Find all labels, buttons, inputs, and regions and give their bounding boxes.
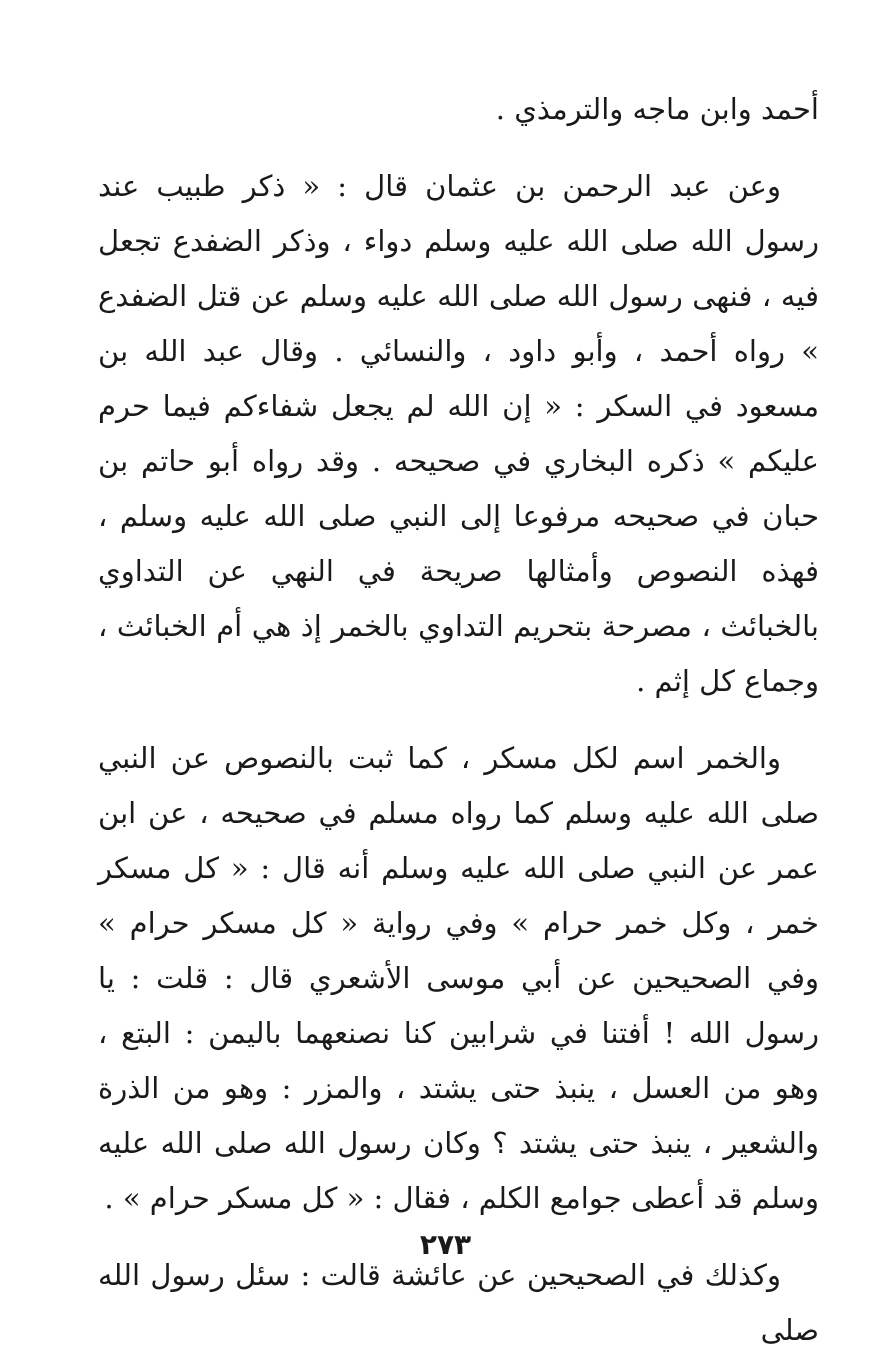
paragraph-khamr-definition: والخمر اسم لكل مسكر ، كما ثبت بالنصوص عن النبي صلى الله عليه وسلم كما رواه مسلم في صحيحه ، عن ابن عمر عن النبي صلى الله عليه وسلم أنه قال : « كل مسكر خمر ، وكل خمر حرام » وفي رواية « كل مسكر حرام » وفي الصحيحين عن أبي موسى الأشعري قال : قلت : يا رسول الله ! أفتنا في شرابين كنا نصنعهما باليمن : البتع ، وهو من العسل ، ينبذ حتى يشتد ، والمزر : وهو من الذرة والشعير ، ينبذ حتى يشتد ؟ وكان رسول الله صلى الله عليه وسلم قد أعطى جوامع الكلم ، فقال : « كل مسكر حرام » . [98,741,819,1215]
paragraph-aisha-hadith: وكذلك في الصحيحين عن عائشة قالت : سئل رسول الله صلى [98,1258,819,1347]
page-number: ٢٧٣ [419,1228,472,1261]
paragraph-continuation: أحمد وابن ماجه والترمذي . [495,92,819,126]
paragraph-frog-hadith: وعن عبد الرحمن بن عثمان قال : « ذكر طبيب عند رسول الله صلى الله عليه وسلم دواء ، وذكر الضفدع تجعل فيه ، فنهى رسول الله صلى الله عليه وسلم عن قتل الضفدع » رواه أحمد ، وأبو داود ، والنسائي . وقال عبد الله بن مسعود في السكر : « إن الله لم يجعل شفاءكم فيما حرم عليكم » ذكره البخاري في صحيحه . وقد رواه أبو حاتم بن حبان في صحيحه مرفوعا إلى النبي صلى الله عليه وسلم ، فهذه النصوص وأمثالها صريحة في النهي عن التداوي بالخبائث ، مصرحة بتحريم التداوي بالخمر إذ هي أم الخبائث ، وجماع كل إثم . [98,169,819,698]
